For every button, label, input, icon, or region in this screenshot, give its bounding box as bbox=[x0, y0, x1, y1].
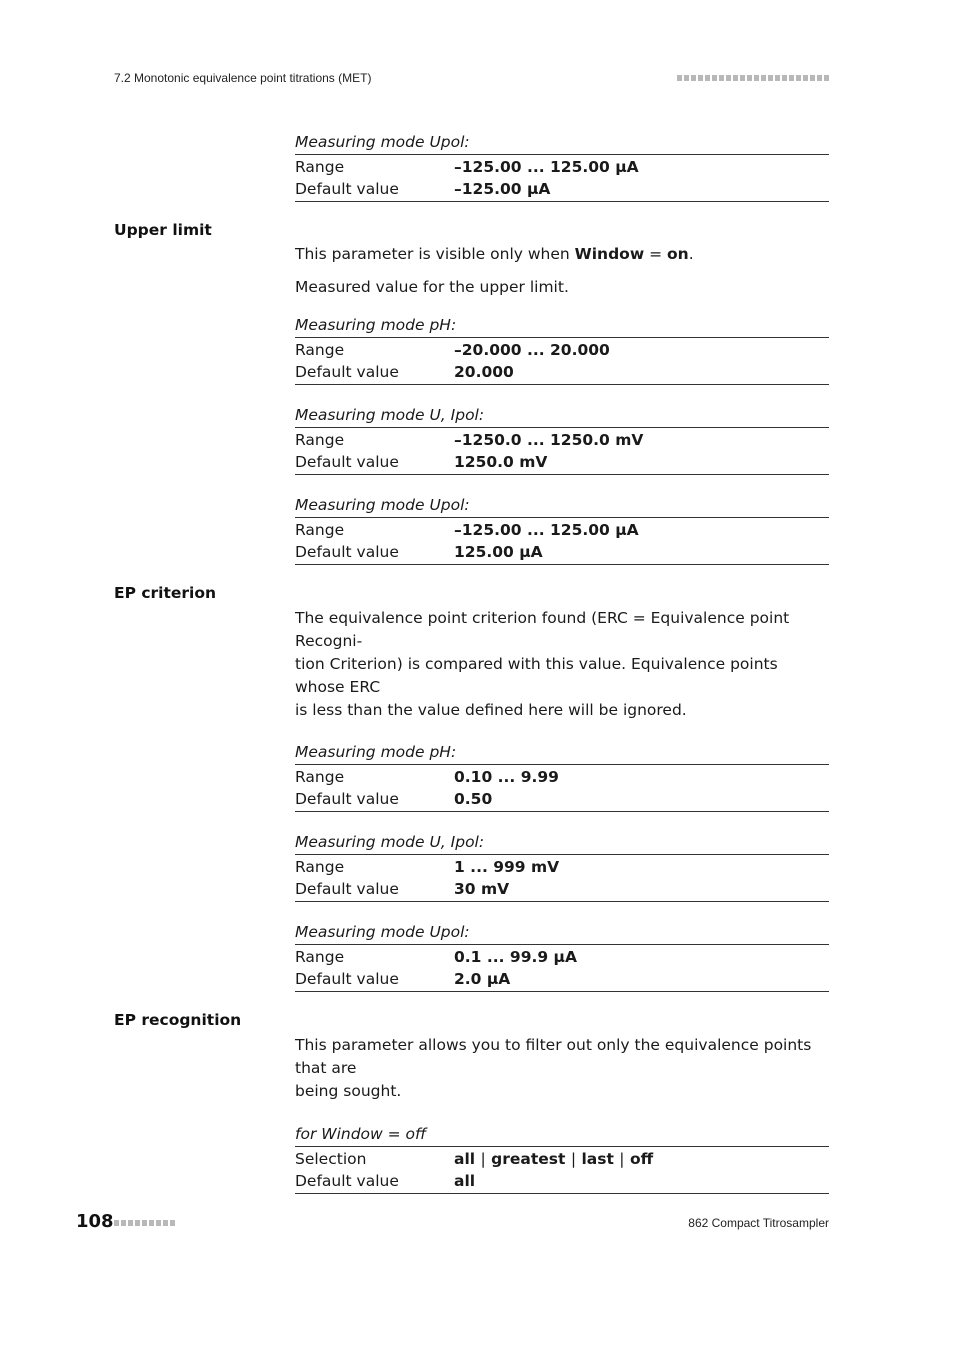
group-caption: Measuring mode U, Ipol: bbox=[295, 406, 485, 424]
param-table bbox=[295, 764, 829, 812]
table-row bbox=[295, 1147, 829, 1171]
ep-criterion-description bbox=[295, 607, 830, 722]
row-label: Default value bbox=[295, 453, 399, 471]
param-group-upper-u-ipol bbox=[295, 403, 830, 475]
row-label: Default value bbox=[295, 543, 399, 561]
group-caption: Measuring mode Upol: bbox=[295, 923, 470, 941]
option: greatest bbox=[491, 1150, 566, 1168]
section-title-ep-criterion: EP criterion bbox=[114, 584, 217, 602]
param-group-upper-ph bbox=[295, 313, 830, 385]
running-header-section: 7.2 Monotonic equivalence point titrations (MET) bbox=[114, 71, 372, 85]
table-row bbox=[295, 1170, 829, 1194]
group-caption: Measuring mode pH: bbox=[295, 316, 457, 334]
text-line: tion Criterion) is compared with this value. Equivalence points whose ERC bbox=[295, 655, 778, 696]
param-value: on bbox=[667, 245, 689, 263]
row-label: Default value bbox=[295, 970, 399, 988]
table-row bbox=[295, 428, 829, 452]
row-value-options bbox=[454, 1147, 829, 1171]
row-value: –125.00 ... 125.00 µA bbox=[454, 521, 639, 539]
upper-limit-visibility-note bbox=[295, 243, 830, 266]
param-group-upol-lower bbox=[295, 130, 830, 202]
row-label: Default value bbox=[295, 880, 399, 898]
separator: | bbox=[619, 1150, 625, 1168]
group-caption: Measuring mode Upol: bbox=[295, 133, 470, 151]
param-group-ep-recognition bbox=[295, 1122, 830, 1194]
separator: | bbox=[570, 1150, 577, 1168]
row-label: Range bbox=[295, 431, 345, 449]
table-row bbox=[295, 361, 829, 385]
group-caption: for Window = off bbox=[295, 1125, 427, 1143]
separator: | bbox=[480, 1150, 486, 1168]
row-value: all bbox=[454, 1172, 476, 1190]
row-value: 2.0 µA bbox=[454, 970, 511, 988]
table-row bbox=[295, 178, 829, 202]
text-line: The equivalence point criterion found (ERC = Equivalence point Recogni- bbox=[295, 609, 790, 650]
section-title-upper-limit: Upper limit bbox=[114, 221, 212, 239]
param-group-upper-upol bbox=[295, 493, 830, 565]
upper-limit-description: Measured value for the upper limit. bbox=[295, 278, 569, 296]
row-label: Range bbox=[295, 858, 345, 876]
param-group-erc-ph bbox=[295, 740, 830, 812]
text-line: being sought. bbox=[295, 1082, 402, 1100]
table-row bbox=[295, 968, 829, 992]
row-value: 125.00 µA bbox=[454, 543, 543, 561]
row-label: Range bbox=[295, 158, 345, 176]
param-group-erc-u-ipol bbox=[295, 830, 830, 902]
header-decoration-dots bbox=[677, 75, 829, 81]
row-value: 30 mV bbox=[454, 880, 510, 898]
param-table bbox=[295, 1146, 829, 1194]
row-value: –1250.0 ... 1250.0 mV bbox=[454, 431, 644, 449]
row-value: 20.000 bbox=[454, 363, 514, 381]
row-label: Default value bbox=[295, 180, 399, 198]
text: = bbox=[644, 245, 667, 263]
row-label: Range bbox=[295, 768, 345, 786]
table-row bbox=[295, 878, 829, 902]
row-label: Range bbox=[295, 521, 345, 539]
row-label: Default value bbox=[295, 363, 399, 381]
param-name: Window bbox=[574, 245, 645, 263]
ep-recognition-description bbox=[295, 1034, 830, 1103]
row-value: –125.00 µA bbox=[454, 180, 551, 198]
table-row bbox=[295, 855, 829, 879]
row-value: 1250.0 mV bbox=[454, 453, 548, 471]
option: last bbox=[581, 1150, 614, 1168]
row-label: Default value bbox=[295, 1172, 399, 1190]
page-number: 108 bbox=[76, 1211, 114, 1232]
table-row bbox=[295, 338, 829, 362]
table-row bbox=[295, 945, 829, 969]
row-label: Range bbox=[295, 948, 345, 966]
table-row bbox=[295, 765, 829, 789]
row-label: Selection bbox=[295, 1150, 367, 1168]
row-value: 0.1 ... 99.9 µA bbox=[454, 948, 577, 966]
text-line: is less than the value defined here will be ignored. bbox=[295, 701, 687, 719]
table-row bbox=[295, 541, 829, 565]
row-value: 0.10 ... 9.99 bbox=[454, 768, 559, 786]
text: . bbox=[688, 245, 694, 263]
row-value: –20.000 ... 20.000 bbox=[454, 341, 610, 359]
footer-product-name: 862 Compact Titrosampler bbox=[688, 1216, 829, 1230]
footer-decoration-dots bbox=[114, 1220, 175, 1226]
param-table bbox=[295, 154, 829, 202]
param-table bbox=[295, 337, 829, 385]
row-label: Range bbox=[295, 341, 345, 359]
group-caption: Measuring mode Upol: bbox=[295, 496, 470, 514]
section-title-ep-recognition: EP recognition bbox=[114, 1011, 242, 1029]
table-row bbox=[295, 451, 829, 475]
group-caption: Measuring mode U, Ipol: bbox=[295, 833, 485, 851]
table-row bbox=[295, 788, 829, 812]
option: all bbox=[454, 1150, 476, 1168]
param-table bbox=[295, 944, 829, 992]
row-value: –125.00 ... 125.00 µA bbox=[454, 158, 639, 176]
group-caption: Measuring mode pH: bbox=[295, 743, 457, 761]
param-table bbox=[295, 427, 829, 475]
table-row bbox=[295, 155, 829, 179]
row-value: 1 ... 999 mV bbox=[454, 858, 560, 876]
text-line: This parameter allows you to filter out only the equivalence points that are bbox=[295, 1036, 812, 1077]
text: This parameter is visible only when bbox=[295, 245, 575, 263]
param-table bbox=[295, 854, 829, 902]
row-value: 0.50 bbox=[454, 790, 493, 808]
option: off bbox=[629, 1150, 654, 1168]
param-table bbox=[295, 517, 829, 565]
table-row bbox=[295, 518, 829, 542]
page-content bbox=[114, 130, 830, 1194]
row-label: Default value bbox=[295, 790, 399, 808]
param-group-erc-upol bbox=[295, 920, 830, 992]
